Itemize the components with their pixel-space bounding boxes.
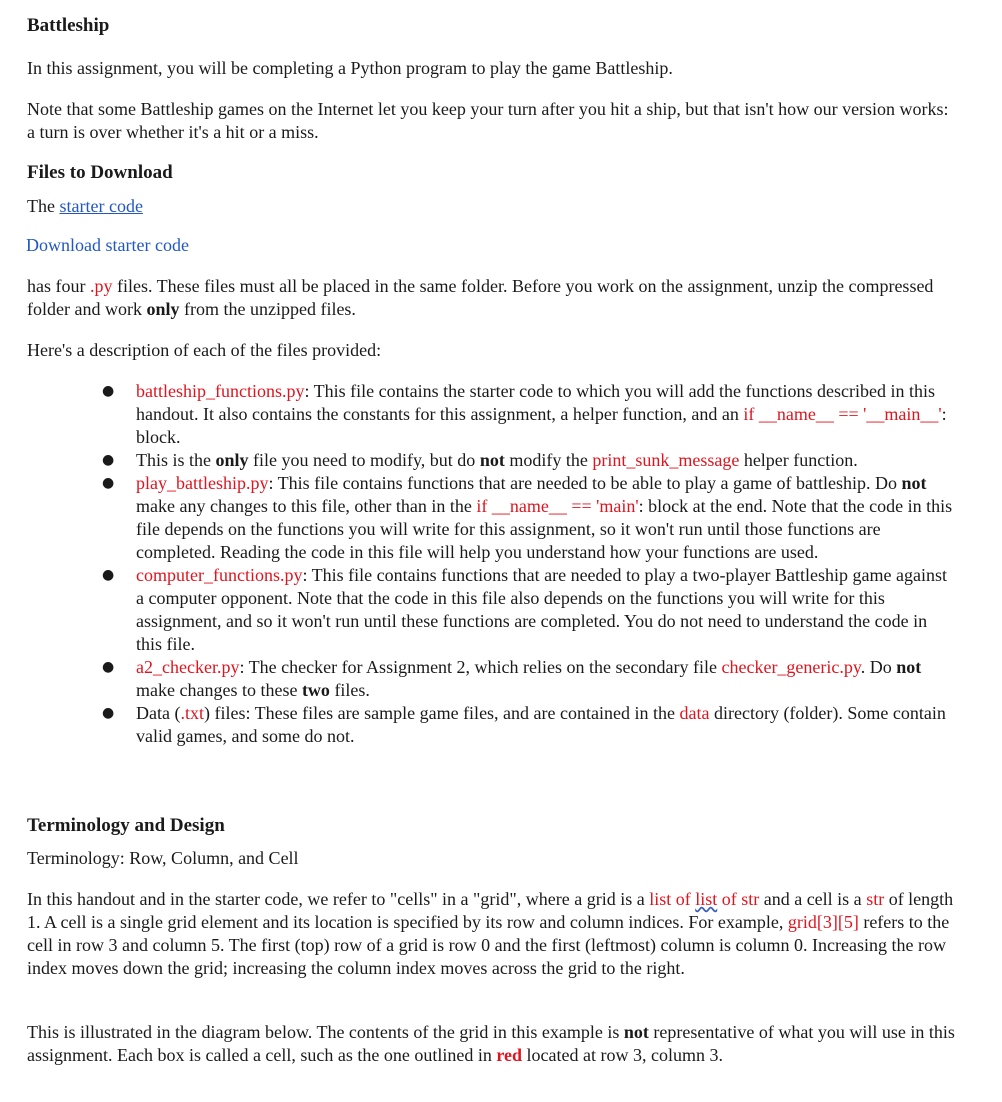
play-battleship-file: play_battleship.py — [136, 473, 269, 493]
list-item: ● a2_checker.py: The checker for Assignment 2, which relies on the secondary file checker_generic.py. Do not make changes to these two files. — [102, 657, 922, 700]
computer-functions-file: computer_functions.py — [136, 565, 303, 585]
terminology-heading: Terminology and Design — [27, 815, 225, 836]
list-item: ● battleship_functions.py: This file contains the starter code to which you will add the functions described in this handout. It also contains the constants for this assignment, a helper function, and an if __name__ == '__main__': block. — [102, 381, 947, 447]
data-directory: data — [679, 703, 710, 723]
list-item: ● play_battleship.py: This file contains functions that are needed to be able to play a game of battleship. Do not make any changes to this file, other than in the if __name__ == 'main': block at the end. Note that the code in this file depends on the functions you will write for this assignment, so it won't run until those functions are completed. Reading the code in this file will help you understand how your functions are used. — [102, 473, 953, 562]
battleship-functions-file: battleship_functions.py — [136, 381, 305, 401]
bullet-icon: ● — [102, 452, 115, 468]
py-extension: .py — [89, 276, 113, 296]
bullet-icon: ● — [102, 383, 115, 399]
print-sunk-message-code: print_sunk_message — [592, 450, 740, 470]
checker-generic-file: checker_generic.py — [721, 657, 861, 677]
files-heading: Files to Download — [27, 162, 173, 183]
page-title: Battleship — [27, 15, 110, 36]
intro-paragraph: In this assignment, you will be completing a Python program to play the game Battleship. — [27, 58, 673, 78]
files-intro: Here's a description of each of the files provided: — [27, 340, 382, 360]
download-starter-code-link[interactable]: Download starter code — [26, 235, 189, 255]
a2-checker-file: a2_checker.py — [136, 657, 240, 677]
description-paragraph: has four .py files. These files must all be placed in the same folder. Before you work on the assignment, unzip the compressed folder and work only from the unzipped files. — [27, 276, 934, 319]
grid-paragraph: In this handout and in the starter code, we refer to "cells" in a "grid", where a grid is a list of list of str and a cell is a str of length 1. A cell is a single grid element and its location is specified by its row and column indices. For example, grid[3][5] refers to the cell in row 3 and column 5. The first (top) row of a grid is row 0 and the first (leftmost) column is column 0. Increasing the row index moves down the grid; increasing the column index moves across the grid to the right. — [27, 889, 954, 978]
bullet-icon: ● — [102, 567, 115, 583]
terminology-subheading: Terminology: Row, Column, and Cell — [27, 848, 299, 868]
bullet-icon: ● — [102, 705, 115, 721]
list-item: ● This is the only file you need to modify, but do not modify the print_sunk_message helper function. — [102, 450, 858, 470]
list-item: ● computer_functions.py: This file contains functions that are needed to play a two-player Battleship game against a computer opponent. Note that the code in this file also depends on the functions you will write for this assignment, and so it won't run until these functions are completed. You do not need to understand the code in this file. — [102, 565, 947, 654]
illustration-paragraph: This is illustrated in the diagram below. The contents of the grid in this example is not representative of what you will use in this assignment. Each box is called a cell, such as the one outlined in red located at row 3, column 3. — [27, 1022, 955, 1065]
note-paragraph: Note that some Battleship games on the Internet let you keep your turn after you hit a ship, but that isn't how our version works: a turn is over whether it's a hit or a miss. — [27, 99, 949, 142]
starter-code-link[interactable]: starter code — [59, 196, 143, 216]
starter-paragraph: The starter code — [27, 196, 143, 216]
bullet-icon: ● — [102, 475, 115, 491]
bullet-icon: ● — [102, 659, 115, 675]
grid-index-code: grid[3][5] — [787, 912, 859, 932]
list-item: ● Data (.txt) files: These files are sample game files, and are contained in the data directory (folder). Some contain valid games, and some do not. — [102, 703, 946, 746]
files-list — [27, 380, 957, 748]
